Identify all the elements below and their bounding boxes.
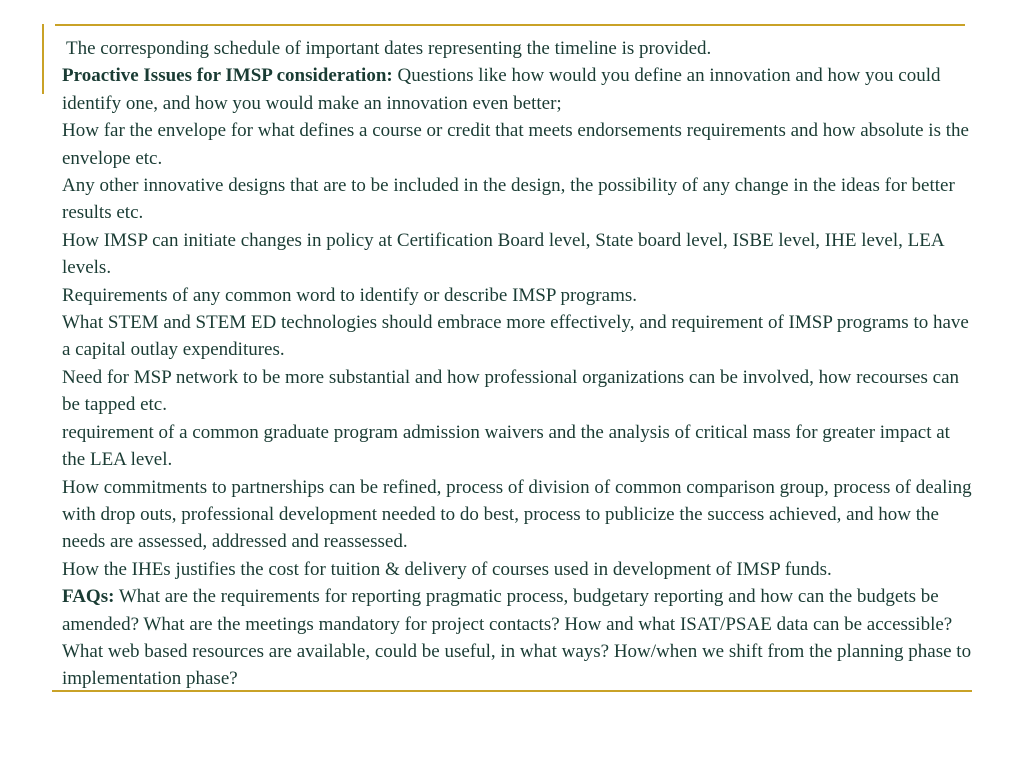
issue-item: Requirements of any common word to identify or describe IMSP programs. bbox=[62, 284, 637, 306]
issue-item: Any other innovative designs that are to be included in the design, the possibility of any change in the ideas for better results etc. bbox=[62, 175, 955, 224]
issue-item: Need for MSP network to be more substantial and how professional organizations can be involved, how recourses can be tapped etc. bbox=[62, 366, 959, 416]
proactive-heading: Proactive Issues for IMSP consideration: bbox=[62, 65, 393, 87]
issue-item: How far the envelope for what defines a course or credit that meets endorsements requirements and how absolute is the envelope etc. bbox=[62, 120, 969, 169]
issue-item: What STEM and STEM ED technologies should embrace more effectively, and requirement of IMSP programs to have a capital outlay expenditures. bbox=[62, 312, 969, 361]
faqs-paragraph bbox=[62, 583, 972, 693]
issue-item: How IMSP can initiate changes in policy at Certification Board level, State board level, ISBE level, IHE level, LEA levels. bbox=[62, 229, 944, 279]
faqs-heading: FAQs: bbox=[62, 586, 115, 608]
left-accent-bar bbox=[42, 24, 44, 94]
bottom-divider bbox=[52, 690, 972, 692]
issue-item: requirement of a common graduate program admission waivers and the analysis of critical mass for greater impact at the LEA level. bbox=[62, 421, 950, 471]
intro-paragraph: The corresponding schedule of important dates representing the timeline is provided. bbox=[66, 38, 712, 59]
proactive-paragraph bbox=[62, 62, 972, 117]
faqs-text: What are the requirements for reporting pragmatic process, budgetary reporting and how can the budgets be amended? What are the meetings mandatory for project contacts? How and what ISAT/PSAE data can be accessible? What web based resources are available, could be useful, in what ways? How/when we shift from the planning phase to implementation phase? bbox=[62, 586, 972, 690]
issue-item: How commitments to partnerships can be refined, process of division of common comparison group, process of dealing with drop outs, professional development needed to do best, process to publicize the success achieved, and how the needs are assessed, addressed and reassessed. bbox=[62, 476, 972, 553]
top-divider bbox=[55, 24, 965, 26]
issue-item: How the IHEs justifies the cost for tuition & delivery of courses used in development of IMSP funds. bbox=[62, 558, 832, 580]
proactive-text: Questions like how would you define an innovation and how you could identify one, and how you would make an innovation even better; bbox=[62, 65, 941, 114]
slide-body bbox=[62, 35, 972, 693]
